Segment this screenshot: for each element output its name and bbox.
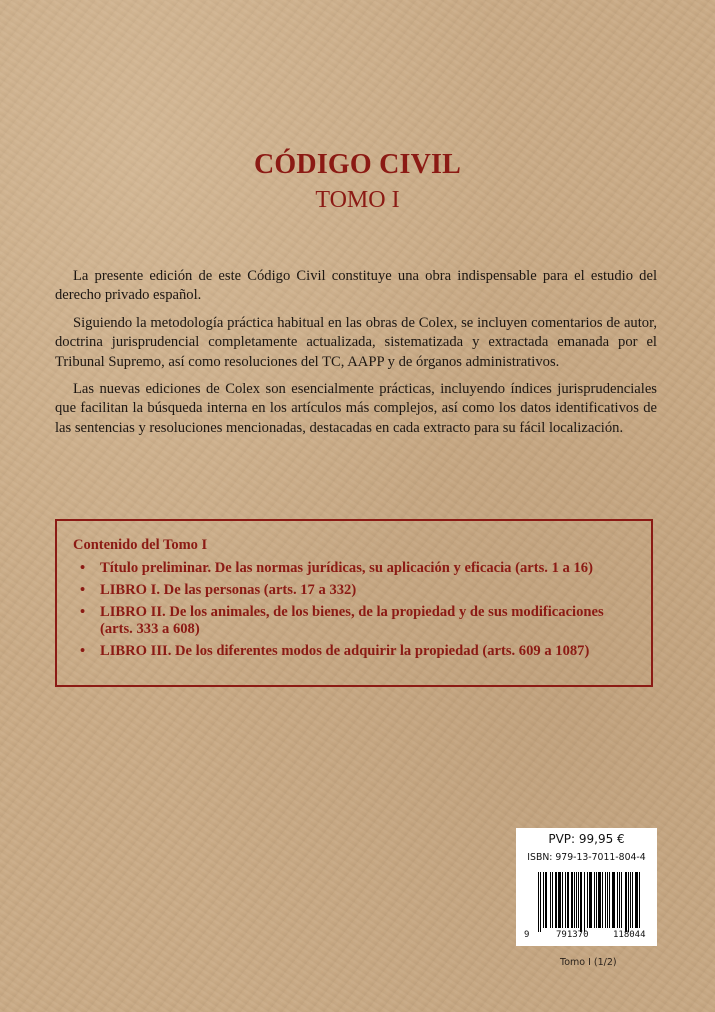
price-label: PVP: 99,95 € — [548, 832, 625, 846]
barcode-bar — [552, 872, 553, 928]
barcode-bar — [587, 872, 588, 928]
contents-list — [73, 560, 635, 660]
barcode-bar — [605, 872, 606, 928]
contents-box — [55, 519, 653, 687]
barcode-bar — [578, 872, 579, 928]
barcode-bar — [594, 872, 595, 928]
contents-list-item — [73, 604, 635, 638]
volume-label: Tomo I (1/2) — [560, 957, 617, 968]
barcode-bar — [619, 872, 620, 928]
contents-heading: Contenido del Tomo I — [73, 537, 208, 553]
description-paragraph: Las nuevas ediciones de Colex son esencialmente prácticas, incluyendo índices jurisprudenciales que facilitan la búsqueda interna en los artículos más complejos, así como los datos identificativos de las sentencias y resoluciones mencionadas, destacadas en cada extracto para su fácil localización. — [55, 381, 657, 436]
barcode-bar — [612, 872, 615, 928]
ean-right-group: 118044 — [613, 930, 646, 940]
barcode-bar — [609, 872, 610, 928]
ean-first-digit: 9 — [524, 930, 530, 940]
description-paragraph: Siguiendo la metodología práctica habitual en las obras de Colex, se incluyen comentarios de autor, doctrina jurisprudencial completamente actualizada, sistematizada y extractada emanada por el Tribunal Supremo, así como resoluciones del TC, AAPP y de órganos administrativos. — [55, 314, 657, 370]
contents-item-text: LIBRO III. De los diferentes modos de adquirir la propiedad (arts. 609 a 1087) — [100, 643, 590, 659]
bullet-icon: • — [80, 604, 86, 620]
contents-item-text: Título preliminar. De las normas jurídicas, su aplicación y eficacia (arts. 1 a 16) — [100, 560, 593, 576]
barcode-bar — [584, 872, 585, 932]
barcode-bar — [621, 872, 622, 928]
contents-list-item — [73, 560, 635, 577]
barcode-bar — [628, 872, 629, 932]
barcode-bar — [545, 872, 547, 928]
bullet-icon: • — [80, 582, 86, 598]
barcode-bar — [639, 872, 640, 928]
barcode-bar — [538, 872, 539, 932]
barcode-bar — [576, 872, 577, 928]
barcode-box — [516, 828, 657, 946]
barcode-bar — [567, 872, 569, 928]
description — [55, 267, 657, 446]
barcode-bar — [555, 872, 557, 928]
book-title: CÓDIGO CIVIL — [254, 149, 461, 180]
barcode-bar — [596, 872, 597, 928]
barcode-bar — [630, 872, 631, 928]
book-subtitle: TOMO I — [315, 187, 400, 213]
barcode-bar — [580, 872, 582, 932]
isbn-label: ISBN: 979-13-7011-804-4 — [527, 852, 646, 863]
barcode-bar — [565, 872, 566, 928]
barcode-bar — [543, 872, 544, 928]
ean-left-group: 791370 — [556, 930, 589, 940]
barcode-bar — [540, 872, 541, 932]
contents-item-text: LIBRO I. De las personas (arts. 17 a 332) — [100, 582, 357, 598]
contents-list-item — [73, 643, 635, 660]
contents-list-item — [73, 582, 635, 599]
contents-item-text: LIBRO II. De los animales, de los bienes, de la propiedad y de sus modificaciones (arts. 333 a 608) — [100, 604, 604, 637]
barcode-bar — [607, 872, 608, 928]
bullet-icon: • — [80, 560, 86, 576]
barcode-bar — [574, 872, 575, 928]
barcode-bar — [562, 872, 563, 928]
barcode-bar — [550, 872, 551, 928]
barcode-bar — [625, 872, 627, 932]
barcode-bar — [635, 872, 638, 928]
barcode-bar — [571, 872, 573, 928]
description-paragraph: La presente edición de este Código Civil constituye una obra indispensable para el estudio del derecho privado español. — [55, 268, 657, 304]
barcode-bar — [598, 872, 601, 928]
barcode-bar — [602, 872, 603, 928]
barcode-icon — [516, 868, 657, 932]
barcode-bar — [617, 872, 618, 928]
bullet-icon: • — [80, 643, 86, 659]
barcode-bar — [632, 872, 633, 928]
barcode-bar — [558, 872, 561, 928]
barcode-bar — [589, 872, 592, 928]
